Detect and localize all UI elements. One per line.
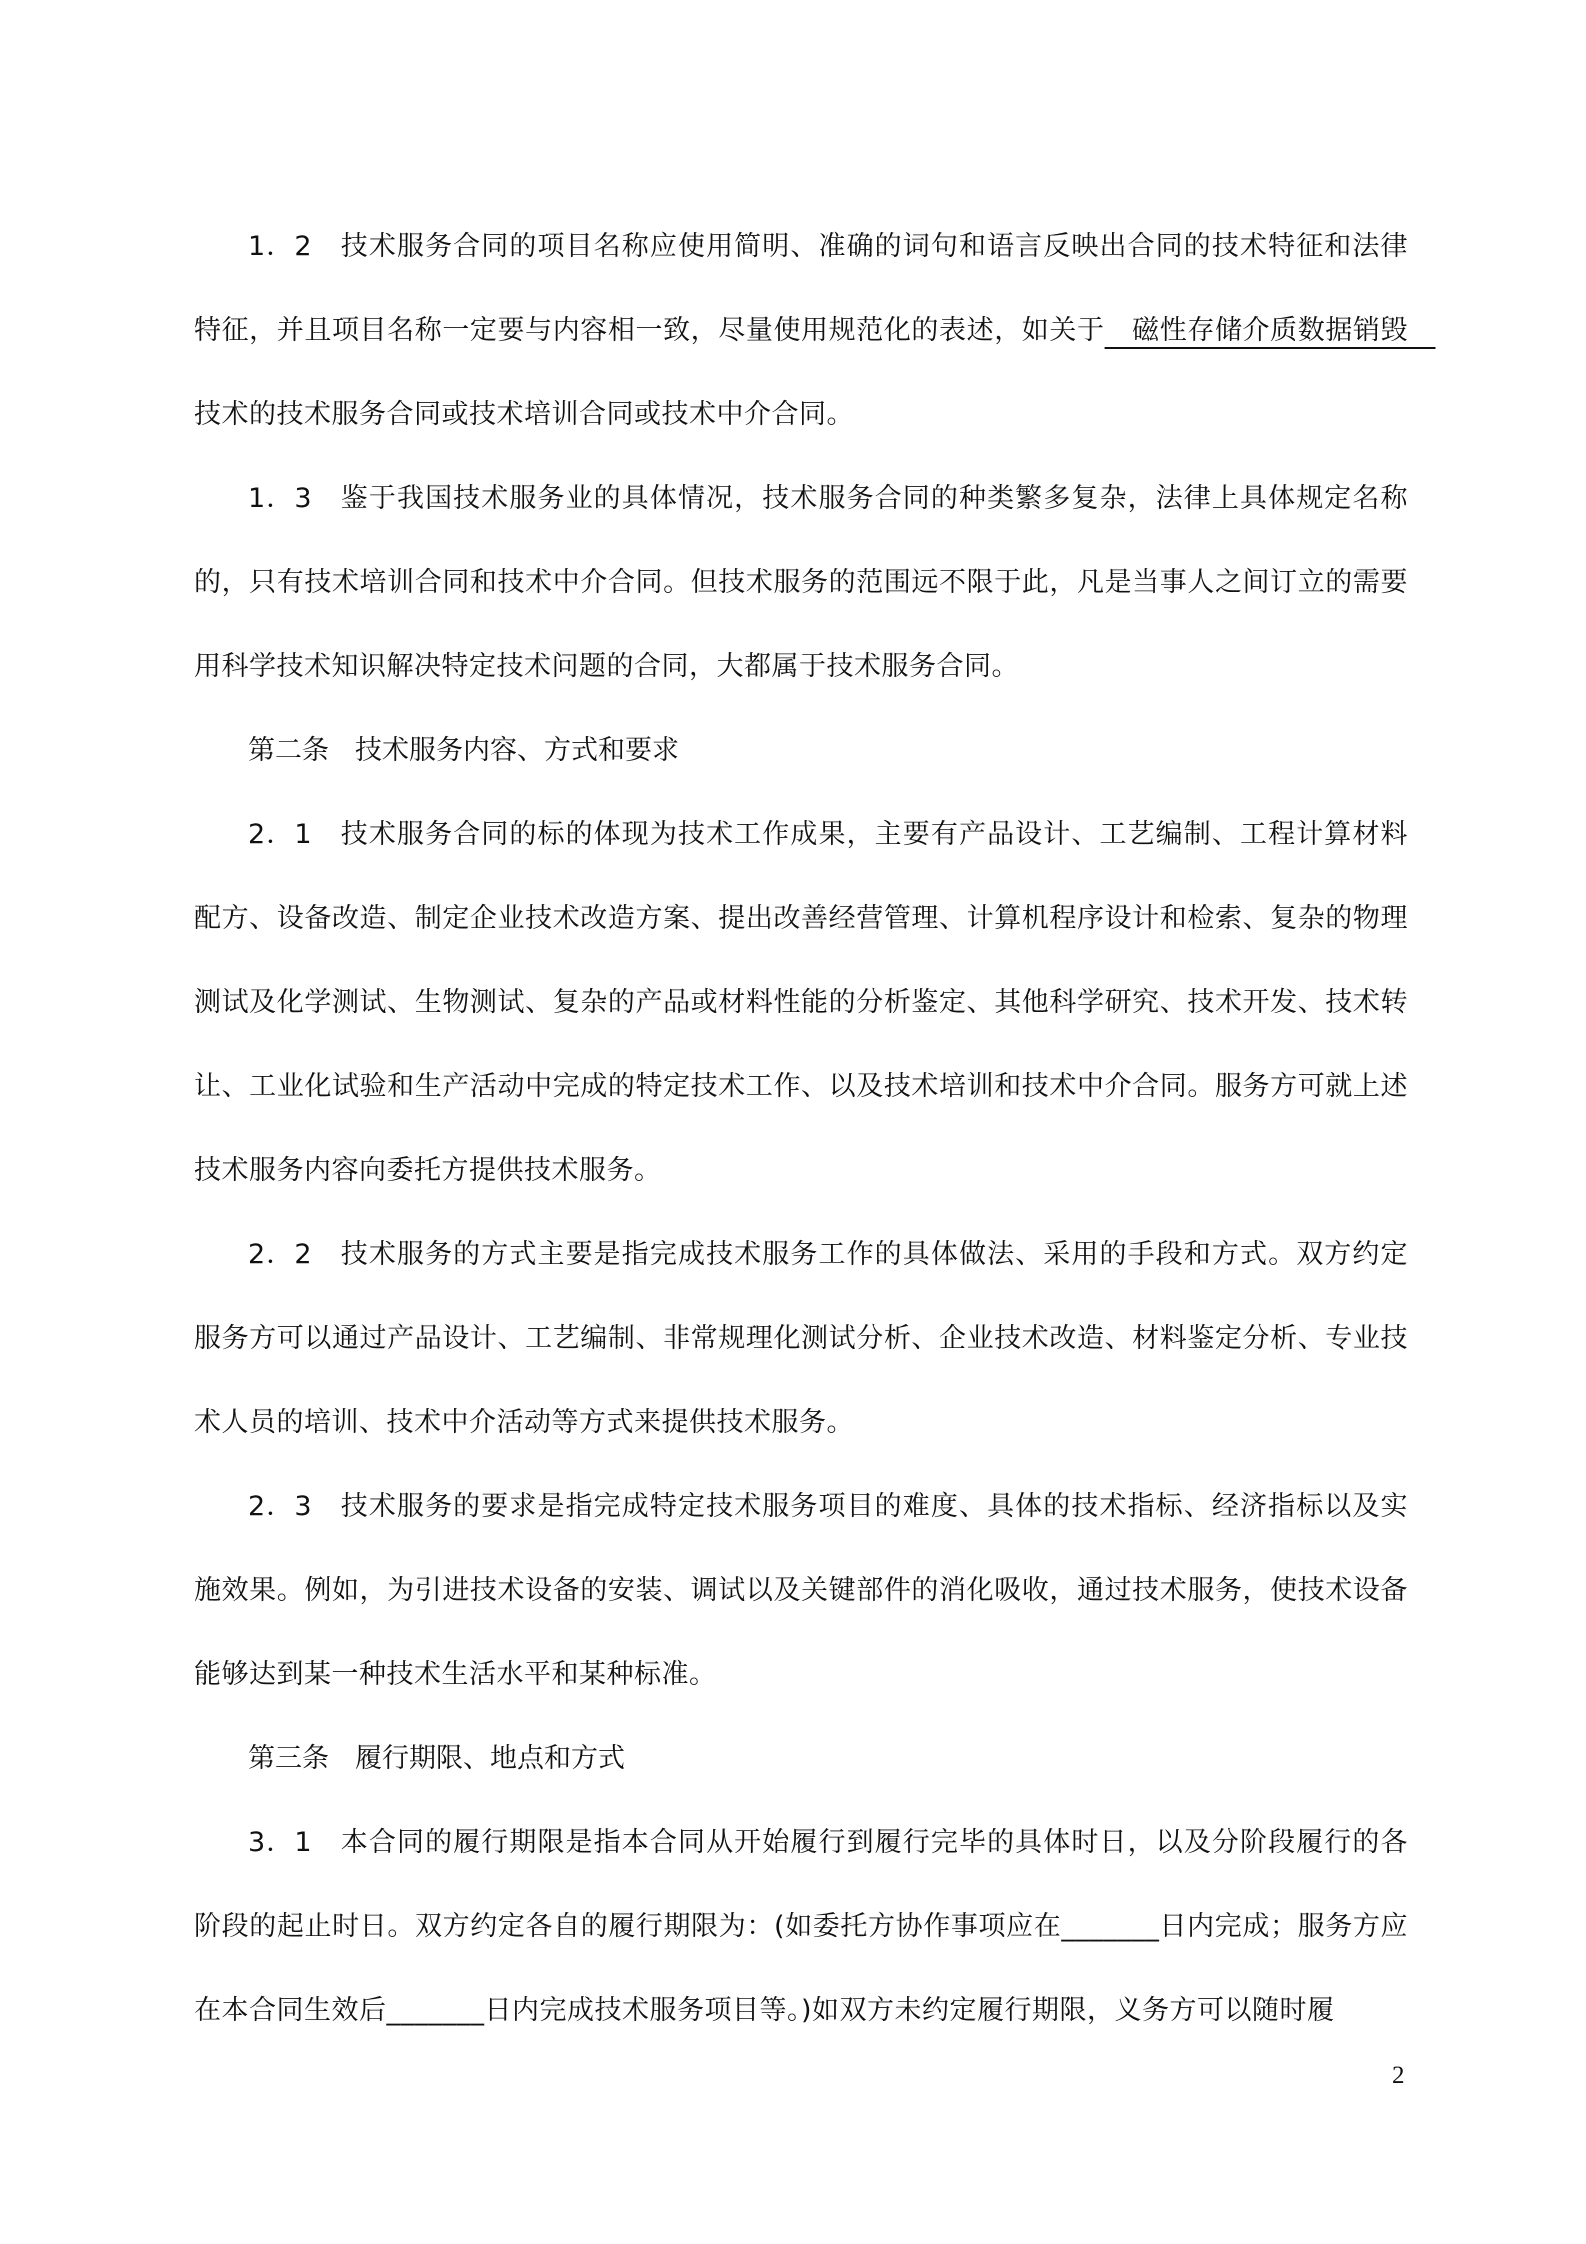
document-body <box>194 205 1436 2053</box>
clause-2-2: 2．2 技术服务的方式主要是指完成技术服务工作的具体做法、采用的手段和方式。双方约定服务方可以通过产品设计、工艺编制、非常规理化测试分析、企业技术改造、材料鉴定分析、专业技术人员的培训、技术中介活动等方式来提供技术服务。 <box>194 1239 1408 1438</box>
clause-2-1: 2．1 技术服务合同的标的体现为技术工作成果，主要有产品设计、工艺编制、工程计算材料配方、设备改造、制定企业技术改造方案、提出改善经营管理、计算机程序设计和检索、复杂的物理测试及化学测试、生物测试、复杂的产品或材料性能的分析鉴定、其他科学研究、技术开发、技术转让、工业化试验和生产活动中完成的特定技术工作、以及技术培训和技术中介合同。服务方可就上述技术服务内容向委托方提供技术服务。 <box>194 819 1408 1186</box>
project-name-fill: 磁性存储介质数据销毁 <box>1104 315 1436 346</box>
clause-1-2 <box>194 205 1436 457</box>
clause-1-2-text: 1．2 技术服务合同的项目名称应使用简明、准确的词句和语言反映出合同的技术特征和法律特征，并且项目名称一定要与内容相一致，尽量使用规范化的表述，如关于 <box>194 231 1408 346</box>
clause-1-3: 1．3 鉴于我国技术服务业的具体情况，技术服务合同的种类繁多复杂，法律上具体规定名称的，只有技术培训合同和技术中介合同。但技术服务的范围远不限于此，凡是当事人之间订立的需要用科学技术知识解决特定技术问题的合同，大都属于技术服务合同。 <box>194 483 1408 682</box>
article-2-heading <box>194 709 1408 793</box>
article-2-title: 技术服务内容、方式和要求 <box>355 735 679 766</box>
clause-3-1: 3．1 本合同的履行期限是指本合同从开始履行到履行完毕的具体时日，以及分阶段履行的各阶段的起止时日。双方约定各自的履行期限为：(如委托方协作事项应在_______日内完成；服务方应在本合同生效后_______日内完成技术服务项目等。)如双方未约定履行期限，义务方可以随时履 <box>194 1827 1408 2026</box>
page-number: 2 <box>1392 2062 1405 2089</box>
clause-2-3: 2．3 技术服务的要求是指完成特定技术服务项目的难度、具体的技术指标、经济指标以及实施效果。例如，为引进技术设备的安装、调试以及关键部件的消化吸收，通过技术服务，使技术设备能够达到某一种技术生活水平和某种标准。 <box>194 1491 1408 1690</box>
article-2-label: 第二条 <box>248 735 329 766</box>
article-3-heading <box>194 1717 1408 1801</box>
article-3-label: 第三条 <box>248 1743 329 1774</box>
clause-1-2-tail: 技术的技术服务合同或技术培训合同或技术中介合同。 <box>194 399 854 430</box>
article-3-title: 履行期限、地点和方式 <box>355 1743 625 1774</box>
